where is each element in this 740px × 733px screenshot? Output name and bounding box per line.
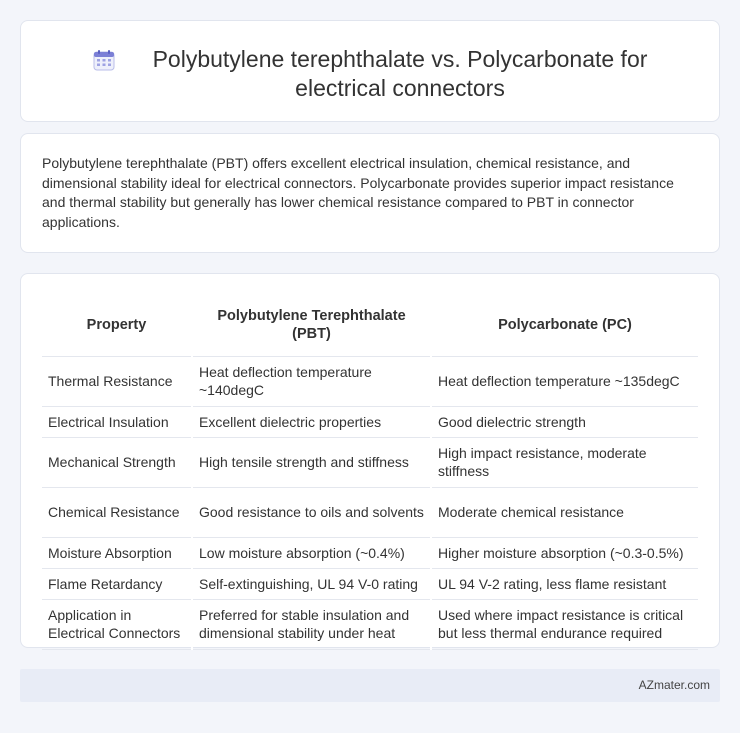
table-row bbox=[42, 437, 698, 487]
table-row bbox=[42, 356, 698, 406]
pc-cell: Moderate chemical resistance bbox=[431, 487, 698, 537]
table-row bbox=[42, 599, 698, 649]
pc-cell: Higher moisture absorption (~0.3-0.5%) bbox=[431, 537, 698, 568]
footer-site-link[interactable]: AZmater.com bbox=[638, 678, 710, 692]
property-cell: Thermal Resistance bbox=[42, 356, 192, 406]
header-pc: Polycarbonate (PC) bbox=[431, 294, 698, 356]
property-cell: Mechanical Strength bbox=[42, 437, 192, 487]
property-cell: Flame Retardancy bbox=[42, 568, 192, 599]
pc-cell: Good dielectric strength bbox=[431, 406, 698, 437]
comparison-card bbox=[20, 273, 720, 648]
pbt-cell: Heat deflection temperature ~140degC bbox=[192, 356, 431, 406]
page-title: Polybutylene terephthalate vs. Polycarbonate for electrical connectors bbox=[152, 46, 648, 101]
pbt-cell: Low moisture absorption (~0.4%) bbox=[192, 537, 431, 568]
pc-cell: Heat deflection temperature ~135degC bbox=[431, 356, 698, 406]
title-card bbox=[20, 20, 720, 122]
header-pbt: Polybutylene Terephthalate (PBT) bbox=[192, 294, 431, 356]
pbt-cell: High tensile strength and stiffness bbox=[192, 437, 431, 487]
property-cell: Chemical Resistance bbox=[42, 487, 192, 537]
pc-cell: High impact resistance, moderate stiffness bbox=[431, 437, 698, 487]
table-row bbox=[42, 406, 698, 437]
table-row bbox=[42, 568, 698, 599]
pc-cell: Used where impact resistance is critical but less thermal endurance required bbox=[431, 599, 698, 649]
property-cell: Electrical Insulation bbox=[42, 406, 192, 437]
pc-cell: UL 94 V-2 rating, less flame resistant bbox=[431, 568, 698, 599]
intro-card bbox=[20, 133, 720, 253]
pbt-cell: Excellent dielectric properties bbox=[192, 406, 431, 437]
property-cell: Moisture Absorption bbox=[42, 537, 192, 568]
header-property: Property bbox=[42, 294, 192, 356]
table-row bbox=[42, 537, 698, 568]
pbt-cell: Self-extinguishing, UL 94 V-0 rating bbox=[192, 568, 431, 599]
property-cell: Application in Electrical Connectors bbox=[42, 599, 192, 649]
pbt-cell: Good resistance to oils and solvents bbox=[192, 487, 431, 537]
footer-bar bbox=[20, 669, 720, 702]
comparison-table bbox=[42, 294, 698, 650]
table-row bbox=[42, 487, 698, 537]
pbt-cell: Preferred for stable insulation and dimensional stability under heat bbox=[192, 599, 431, 649]
table-header-row bbox=[42, 294, 698, 356]
intro-text: Polybutylene terephthalate (PBT) offers excellent electrical insulation, chemical resistance, and dimensional stability ideal for electrical connectors. Polycarbonate provides superior impact resistance and thermal stability but generally has lower chemical resistance compared to PBT in connector applications. bbox=[42, 155, 674, 230]
